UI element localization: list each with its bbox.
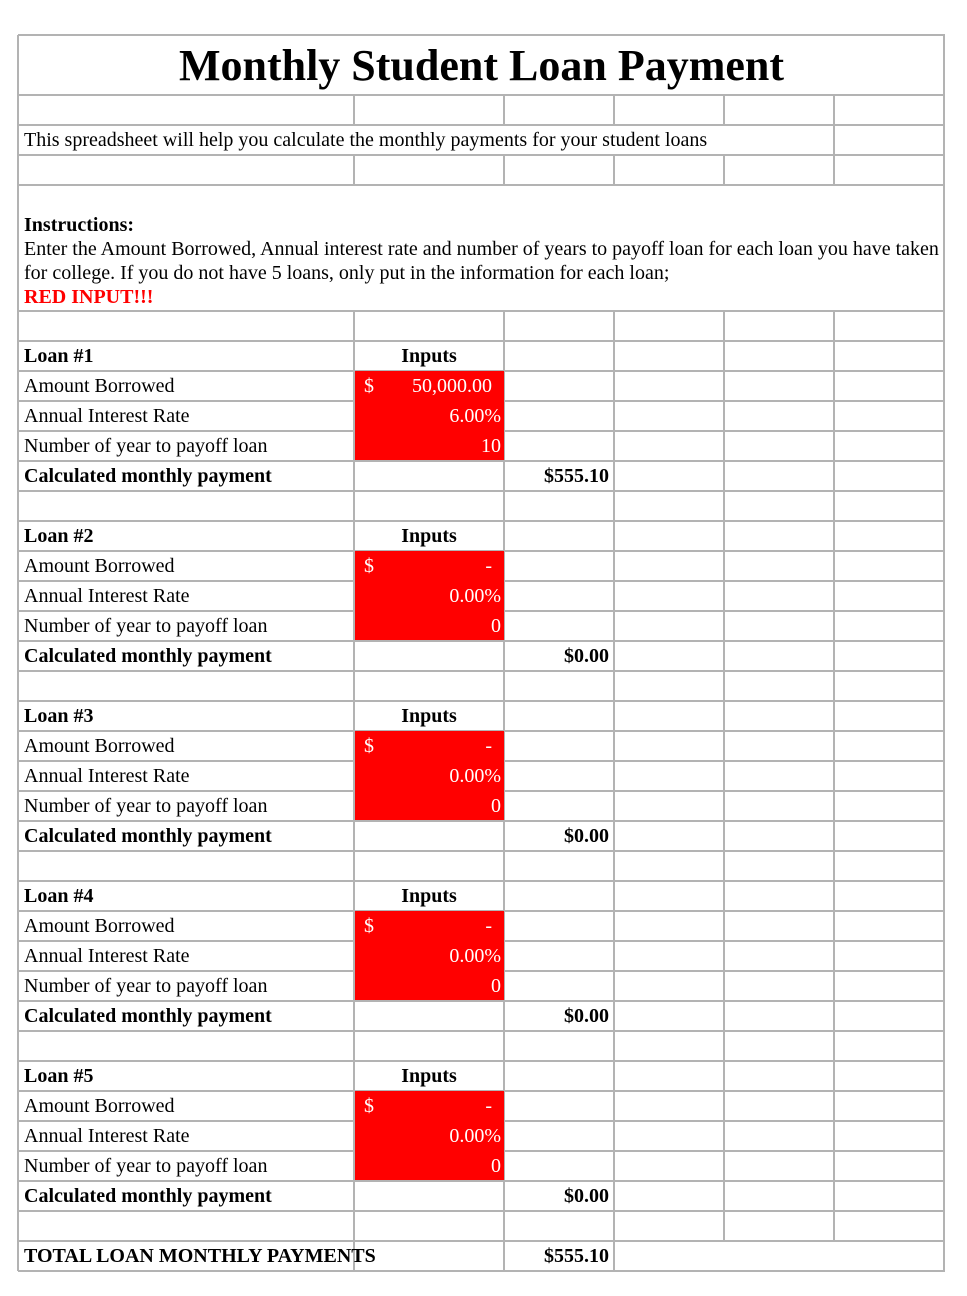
grid-col-line [17,35,19,1271]
currency-symbol: $ [364,735,374,757]
spreadsheet [18,35,945,1271]
grid-col-line [943,35,945,1271]
loan-title[interactable]: Loan #4 [24,885,94,907]
years-label[interactable]: Number of year to payoff loan [24,615,268,637]
grid-col-line [723,155,725,185]
description-text[interactable]: This spreadsheet will help you calculate the monthly payments for your student loans [24,129,708,151]
instructions-heading: Instructions: [24,214,135,236]
payoff-years-input[interactable]: 0 [491,975,501,997]
amount-label[interactable]: Amount Borrowed [24,735,175,757]
payoff-years-input[interactable]: 0 [491,1155,501,1177]
payoff-years-input[interactable]: 0 [491,795,501,817]
amount-borrowed-input[interactable]: - [485,915,492,937]
grid-row-line [18,184,945,186]
instructions-body: Enter the Amount Borrowed, Annual interest rate and number of years to payoff loan for each loan you have taken for college. If you do not have 5 loans, only put in the information for each loan; [24,238,939,284]
rate-label[interactable]: Annual Interest Rate [24,585,190,607]
years-label[interactable]: Number of year to payoff loan [24,975,268,997]
loan-title[interactable]: Loan #3 [24,705,94,727]
amount-label[interactable]: Amount Borrowed [24,1095,175,1117]
interest-rate-input[interactable]: 0.00% [449,585,501,607]
payoff-years-input[interactable]: 10 [481,435,501,457]
monthly-payment-value[interactable]: $555.10 [544,465,609,487]
rate-label[interactable]: Annual Interest Rate [24,945,190,967]
amount-label[interactable]: Amount Borrowed [24,375,175,397]
currency-symbol: $ [364,1095,374,1117]
amount-borrowed-input[interactable]: - [485,555,492,577]
amount-borrowed-input[interactable]: - [485,1095,492,1117]
rate-label[interactable]: Annual Interest Rate [24,1125,190,1147]
grid-col-line [353,95,355,125]
total-value[interactable]: $555.10 [544,1245,609,1267]
amount-label[interactable]: Amount Borrowed [24,555,175,577]
amount-borrowed-input[interactable]: 50,000.00 [412,375,492,397]
grid-row-line [18,310,945,312]
amount-label[interactable]: Amount Borrowed [24,915,175,937]
grid-col-line [613,311,615,1241]
rate-label[interactable]: Annual Interest Rate [24,405,190,427]
inputs-header[interactable]: Inputs [401,705,457,727]
amount-borrowed-input[interactable]: - [485,735,492,757]
inputs-header[interactable]: Inputs [401,345,457,367]
grid-col-line [833,95,835,125]
grid-col-line [613,1241,615,1271]
grid-col-line [613,95,615,125]
payment-label[interactable]: Calculated monthly payment [24,1185,272,1207]
inputs-header[interactable]: Inputs [401,885,457,907]
payoff-years-input[interactable]: 0 [491,615,501,637]
grid-col-line [723,95,725,125]
instructions-cell[interactable] [24,213,939,309]
grid-col-line [723,311,725,1241]
payment-label[interactable]: Calculated monthly payment [24,645,272,667]
currency-symbol: $ [364,375,374,397]
interest-rate-input[interactable]: 6.00% [449,405,501,427]
grid-col-line [353,155,355,185]
years-label[interactable]: Number of year to payoff loan [24,1155,268,1177]
monthly-payment-value[interactable]: $0.00 [564,1185,609,1207]
grid-col-line [613,155,615,185]
interest-rate-input[interactable]: 0.00% [449,945,501,967]
years-label[interactable]: Number of year to payoff loan [24,795,268,817]
payment-label[interactable]: Calculated monthly payment [24,1005,272,1027]
years-label[interactable]: Number of year to payoff loan [24,435,268,457]
loan-title[interactable]: Loan #1 [24,345,94,367]
grid-col-line [503,95,505,125]
currency-symbol: $ [364,555,374,577]
loan-title[interactable]: Loan #5 [24,1065,94,1087]
page-title[interactable]: Monthly Student Loan Payment [178,41,785,90]
currency-symbol: $ [364,915,374,937]
payment-label[interactable]: Calculated monthly payment [24,825,272,847]
inputs-header[interactable]: Inputs [401,1065,457,1087]
interest-rate-input[interactable]: 0.00% [449,765,501,787]
monthly-payment-value[interactable]: $0.00 [564,1005,609,1027]
red-input-note: RED INPUT!!! [24,286,154,308]
rate-label[interactable]: Annual Interest Rate [24,765,190,787]
monthly-payment-value[interactable]: $0.00 [564,825,609,847]
loan-title[interactable]: Loan #2 [24,525,94,547]
grid-col-line [503,155,505,185]
monthly-payment-value[interactable]: $0.00 [564,645,609,667]
interest-rate-input[interactable]: 0.00% [449,1125,501,1147]
total-label[interactable]: TOTAL LOAN MONTHLY PAYMENTS [24,1245,376,1267]
inputs-header[interactable]: Inputs [401,525,457,547]
grid-col-line [833,311,835,1241]
payment-label[interactable]: Calculated monthly payment [24,465,272,487]
grid-col-line [833,155,835,185]
